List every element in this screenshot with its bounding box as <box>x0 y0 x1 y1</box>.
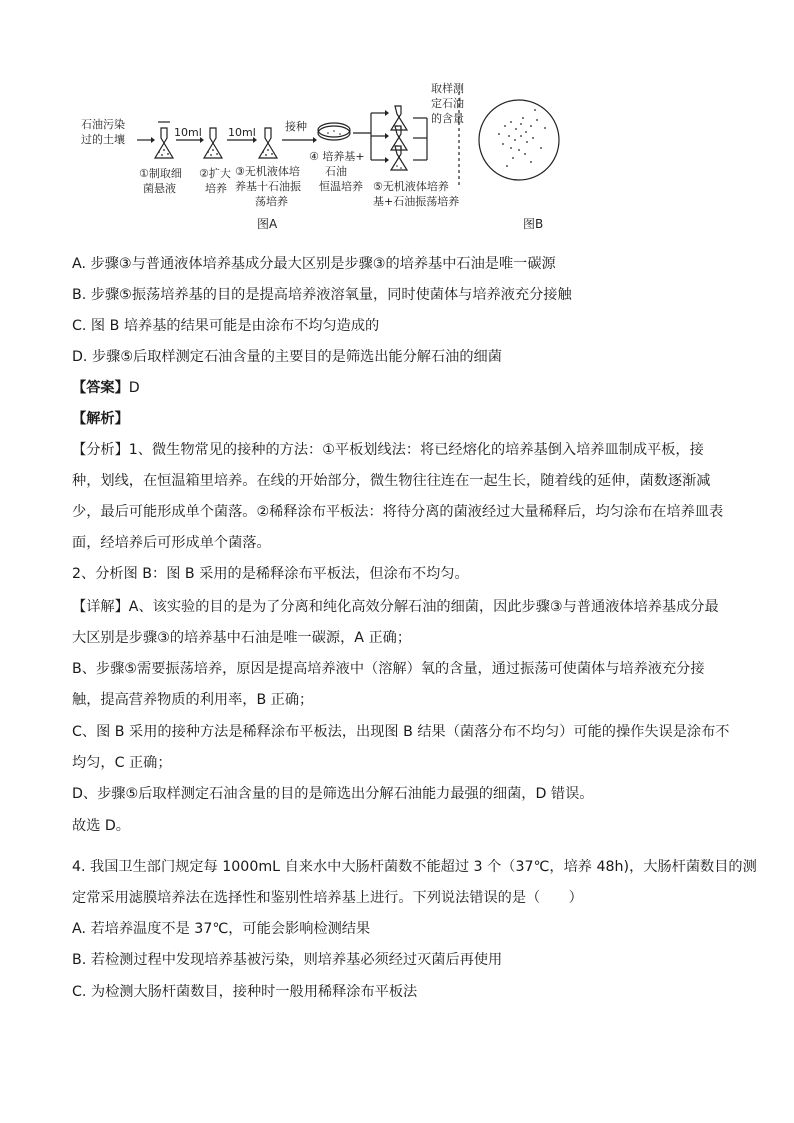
inoculate-label: 接种 <box>285 120 307 133</box>
flask-1-icon <box>155 128 173 158</box>
figure-b-caption: 图B <box>523 217 544 231</box>
petri-dish-icon <box>318 126 350 140</box>
detail-line-1: 【详解】A、该实验的目的是为了分离和纯化高效分解石油的细菌，因此步骤③与普通液体培养基成分最 <box>72 599 719 615</box>
sample-label-b: 定石油 <box>431 97 464 110</box>
question-4-option-a: A. 若培养温度不是 37℃，可能会影响检测结果 <box>72 921 371 937</box>
step1-label-b: 菌悬液 <box>143 182 176 195</box>
question-4-option-c: C. 为检测大肠杆菌数目，接种时一般用稀释涂布平板法 <box>72 984 418 1000</box>
option-a: A. 步骤③与普通液体培养基成分最大区别是步骤③的培养基中石油是唯一碳源 <box>72 256 556 272</box>
step3-label-b: 养基十石油振 <box>235 180 301 193</box>
step5-label-b: 基+石油振荡培养 <box>373 195 460 208</box>
analysis-line-5: 2、分析图 B：图 B 采用的是稀释涂布平板法，但涂布不均匀。 <box>72 566 469 582</box>
figure-a-caption: 图A <box>257 217 278 231</box>
question-4-option-b: B. 若检测过程中发现培养基被污染，则培养基必须经过灭菌后再使用 <box>72 952 503 968</box>
question-4-line-1: 4. 我国卫生部门规定每 1000mL 自来水中大肠杆菌数不能超过 3 个（37℃，培养 48h)，大肠杆菌数目的测 <box>72 859 757 875</box>
flask-3-icon <box>259 128 277 158</box>
soil-label-1: 石油污染 <box>81 118 125 131</box>
step4-label-b: 石油 <box>325 165 347 178</box>
step4-label-a: ④ 培养基+ <box>309 150 365 163</box>
detail-line-2: 大区别是步骤③的培养基中石油是唯一碳源，A 正确； <box>72 630 412 646</box>
detail-line-8: 故选 D。 <box>72 818 130 834</box>
volume-label-2: 10ml <box>228 126 256 139</box>
sample-label-a: 取样测 <box>431 82 464 95</box>
soil-label-2: 过的土壤 <box>81 133 125 146</box>
detail-line-7: D、步骤⑤后取样测定石油含量的目的是筛选出分解石油能力最强的细菌，D 错误。 <box>72 786 594 802</box>
detail-line-4: 触，提高营养物质的利用率，B 正确； <box>72 692 314 708</box>
flask-2-icon <box>204 128 222 158</box>
step4-label-c: 恒温培养 <box>319 180 363 193</box>
answer-label: 【答案】 <box>72 380 129 396</box>
question-4-line-2: 定常采用滤膜培养法在选择性和鉴别性培养基上进行。下列说法错误的是（ ） <box>72 890 583 906</box>
analysis-line-2: 种，划线，在恒温箱里培养。在线的开始部分，微生物往往连在一起生长，随着线的延伸，菌数逐渐减 <box>72 473 711 489</box>
analysis-label: 【解析】 <box>72 411 129 427</box>
option-c: C. 图 B 培养基的结果可能是由涂布不均匀造成的 <box>72 318 380 334</box>
analysis-line-4: 面，经培养后可形成单个菌落。 <box>72 535 271 551</box>
volume-label-1: 10ml <box>174 126 202 139</box>
experiment-figure <box>75 78 595 238</box>
answer-line <box>72 378 724 398</box>
step5-label-a: ⑤无机液体培养 <box>373 180 449 193</box>
step1-label-a: ①制取细 <box>139 167 182 180</box>
detail-line-3: B、步骤⑤需要振荡培养，原因是提高培养液中（溶解）氧的含量，通过振荡可使菌体与培养液充分接 <box>72 661 705 677</box>
detail-line-5: C、图 B 采用的接种方法是稀释涂布平板法，出现图 B 结果（菌落分布不均匀）可能的操作失误是涂布不 <box>72 724 730 740</box>
step3-label-a: ③无机液体培 <box>235 165 300 178</box>
petri-plate-icon <box>479 100 559 180</box>
sample-label-c: 的含量 <box>431 112 464 125</box>
option-b: B. 步骤⑤振荡培养基的目的是提高培养液溶氧量，同时使菌体与培养液充分接触 <box>72 287 572 303</box>
step2-label-b: 培养 <box>205 182 227 195</box>
step2-label-a: ②扩大 <box>199 167 231 180</box>
option-d: D. 步骤⑤后取样测定石油含量的主要目的是筛选出能分解石油的细菌 <box>72 349 502 365</box>
step3-label-c: 荡培养 <box>255 195 288 208</box>
answer-value: D <box>128 380 140 396</box>
analysis-line-3: 少，最后可能形成单个菌落。②稀释涂布平板法：将待分离的菌液经过大量稀释后，均匀涂布在培养皿表 <box>72 504 724 520</box>
analysis-line-1: 【分析】1、微生物常见的接种的方法：①平板划线法：将已经熔化的培养基倒入培养皿制成平板，接 <box>72 442 704 458</box>
detail-line-6: 均匀，C 正确； <box>72 755 172 771</box>
